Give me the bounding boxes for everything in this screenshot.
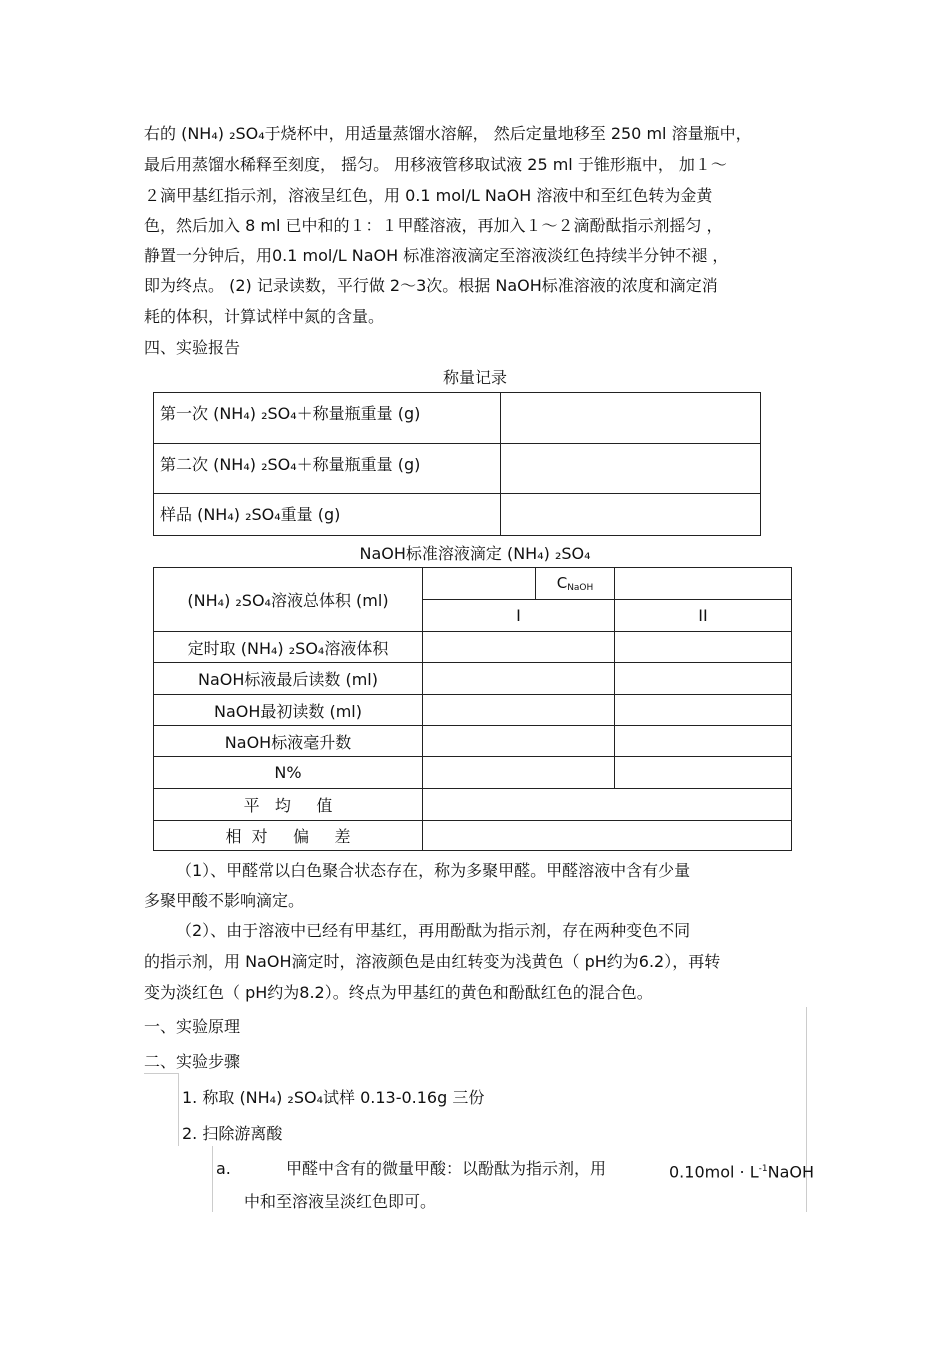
weighing-table <box>153 392 761 536</box>
table-cell-empty <box>501 393 761 444</box>
section-title: 四、实验报告 <box>144 338 241 357</box>
intro-line: 耗的体积，计算试样中氮的含量。 <box>144 307 385 326</box>
table-row <box>154 726 792 757</box>
table-cell-empty <box>423 663 615 695</box>
table-cell: (NH₄) ₂SO₄溶液总体积 (ml) <box>154 568 423 632</box>
note-line: 变为淡红色（ pH约为8.2）。终点为甲基红的黄色和酚酞红色的混合色。 <box>144 983 653 1002</box>
table-cell-empty <box>423 821 792 851</box>
note-line: 的指示剂，用 NaOH滴定时，溶液颜色是由红转变为浅黄色（ pH约为6.2），再转 <box>144 952 721 971</box>
table-cell: NaOH标液最后读数 (ml) <box>154 663 423 695</box>
table-cell: N% <box>154 757 423 789</box>
table-cell-empty <box>615 757 792 789</box>
table-cell-empty <box>501 494 761 536</box>
table-cell-empty <box>423 568 536 600</box>
note-line: （2）、由于溶液中已经有甲基红，再用酚酞为指示剂，存在两种变色不同 <box>176 921 691 940</box>
frame-line <box>212 1146 213 1212</box>
step-item: 1. 称取 (NH₄) ₂SO₄试样 0.13-0.16g 三份 <box>182 1088 485 1107</box>
concentration-label <box>536 568 615 600</box>
intro-line: 静置一分钟后，用0.1 mol/L NaOH 标准溶液滴定至溶液淡红色持续半分钟不褪 ， <box>144 246 729 265</box>
table-cell-empty <box>615 726 792 757</box>
column-header: I <box>423 600 615 632</box>
c-subscript: NaOH <box>567 583 594 593</box>
titration-table <box>153 567 792 851</box>
table-row <box>154 695 792 726</box>
c-symbol: C <box>556 574 568 592</box>
table-cell-empty <box>501 444 761 494</box>
table-cell: NaOH最初读数 (ml) <box>154 695 423 726</box>
table-cell-empty <box>423 757 615 789</box>
table-row <box>154 663 792 695</box>
table-caption: NaOH标准溶液滴定 (NH₄) ₂SO₄ <box>359 544 591 563</box>
section-title: 一、实验原理 <box>144 1017 241 1036</box>
table-row <box>154 494 761 536</box>
intro-line: 即为终点。 (2) 记录读数，平行做 2～3次。根据 NaOH标准溶液的浓度和滴定消 <box>144 276 718 295</box>
intro-line: ２滴甲基红指示剂，溶液呈红色，用 0.1 mol/L NaOH 溶液中和至红色转为金黄 <box>144 186 713 205</box>
intro-line: 右的 (NH₄) ₂SO₄于烧杯中，用适量蒸馏水溶解， 然后定量地移至 250 ml 溶量瓶中， <box>144 124 752 143</box>
frame-line <box>144 1073 178 1074</box>
table-cell-empty <box>423 695 615 726</box>
table-caption: 称量记录 <box>442 368 507 387</box>
column-header: II <box>615 600 792 632</box>
table-cell: 平 均 值 <box>154 789 423 821</box>
note-line: 多聚甲酸不影响滴定。 <box>144 891 305 910</box>
table-row <box>154 789 792 821</box>
table-cell-empty <box>423 726 615 757</box>
table-cell: NaOH标液毫升数 <box>154 726 423 757</box>
table-cell-empty <box>423 632 615 663</box>
substep-text: 甲醛中含有的微量甲酸：以酚酞为指示剂，用 <box>286 1159 607 1178</box>
table-row <box>154 821 792 851</box>
concentration-value: 0.10mol · L <box>669 1162 759 1182</box>
table-cell: 第二次 (NH₄) ₂SO₄＋称量瓶重量 (g) <box>154 444 501 494</box>
table-cell: 样品 (NH₄) ₂SO₄重量 (g) <box>154 494 501 536</box>
table-cell: 相 对 偏 差 <box>154 821 423 851</box>
intro-line: 色，然后加入 8 ml 已中和的１：１甲醛溶液，再加入１～２滴酚酞指示剂摇匀 ， <box>144 216 723 235</box>
step-item: 2. 扫除游离酸 <box>182 1124 283 1143</box>
section-title: 二、实验步骤 <box>144 1052 241 1071</box>
substep-text: 中和至溶液呈淡红色即可。 <box>244 1192 437 1211</box>
substep-label: a. <box>216 1159 231 1178</box>
note-line: （1）、甲醛常以白色聚合状态存在，称为多聚甲醛。甲醛溶液中含有少量 <box>176 861 691 880</box>
table-cell: 定时取 (NH₄) ₂SO₄溶液体积 <box>154 632 423 663</box>
unit-exponent: -1 <box>758 1164 768 1174</box>
table-row <box>154 632 792 663</box>
frame-line <box>178 1073 179 1146</box>
reagent-name: NaOH <box>767 1162 815 1182</box>
substep-value <box>669 1159 814 1182</box>
table-row <box>154 393 761 444</box>
table-cell-empty <box>615 568 792 600</box>
table-cell-empty <box>615 632 792 663</box>
table-row <box>154 444 761 494</box>
table-row <box>154 568 792 600</box>
table-cell: 第一次 (NH₄) ₂SO₄＋称量瓶重量 (g) <box>154 393 501 444</box>
intro-line: 最后用蒸馏水稀释至刻度， 摇匀。 用移液管移取试液 25 ml 于锥形瓶中， 加１～ <box>144 155 727 174</box>
table-cell-empty <box>615 695 792 726</box>
table-cell-empty <box>423 789 792 821</box>
table-cell-empty <box>615 663 792 695</box>
table-row <box>154 757 792 789</box>
